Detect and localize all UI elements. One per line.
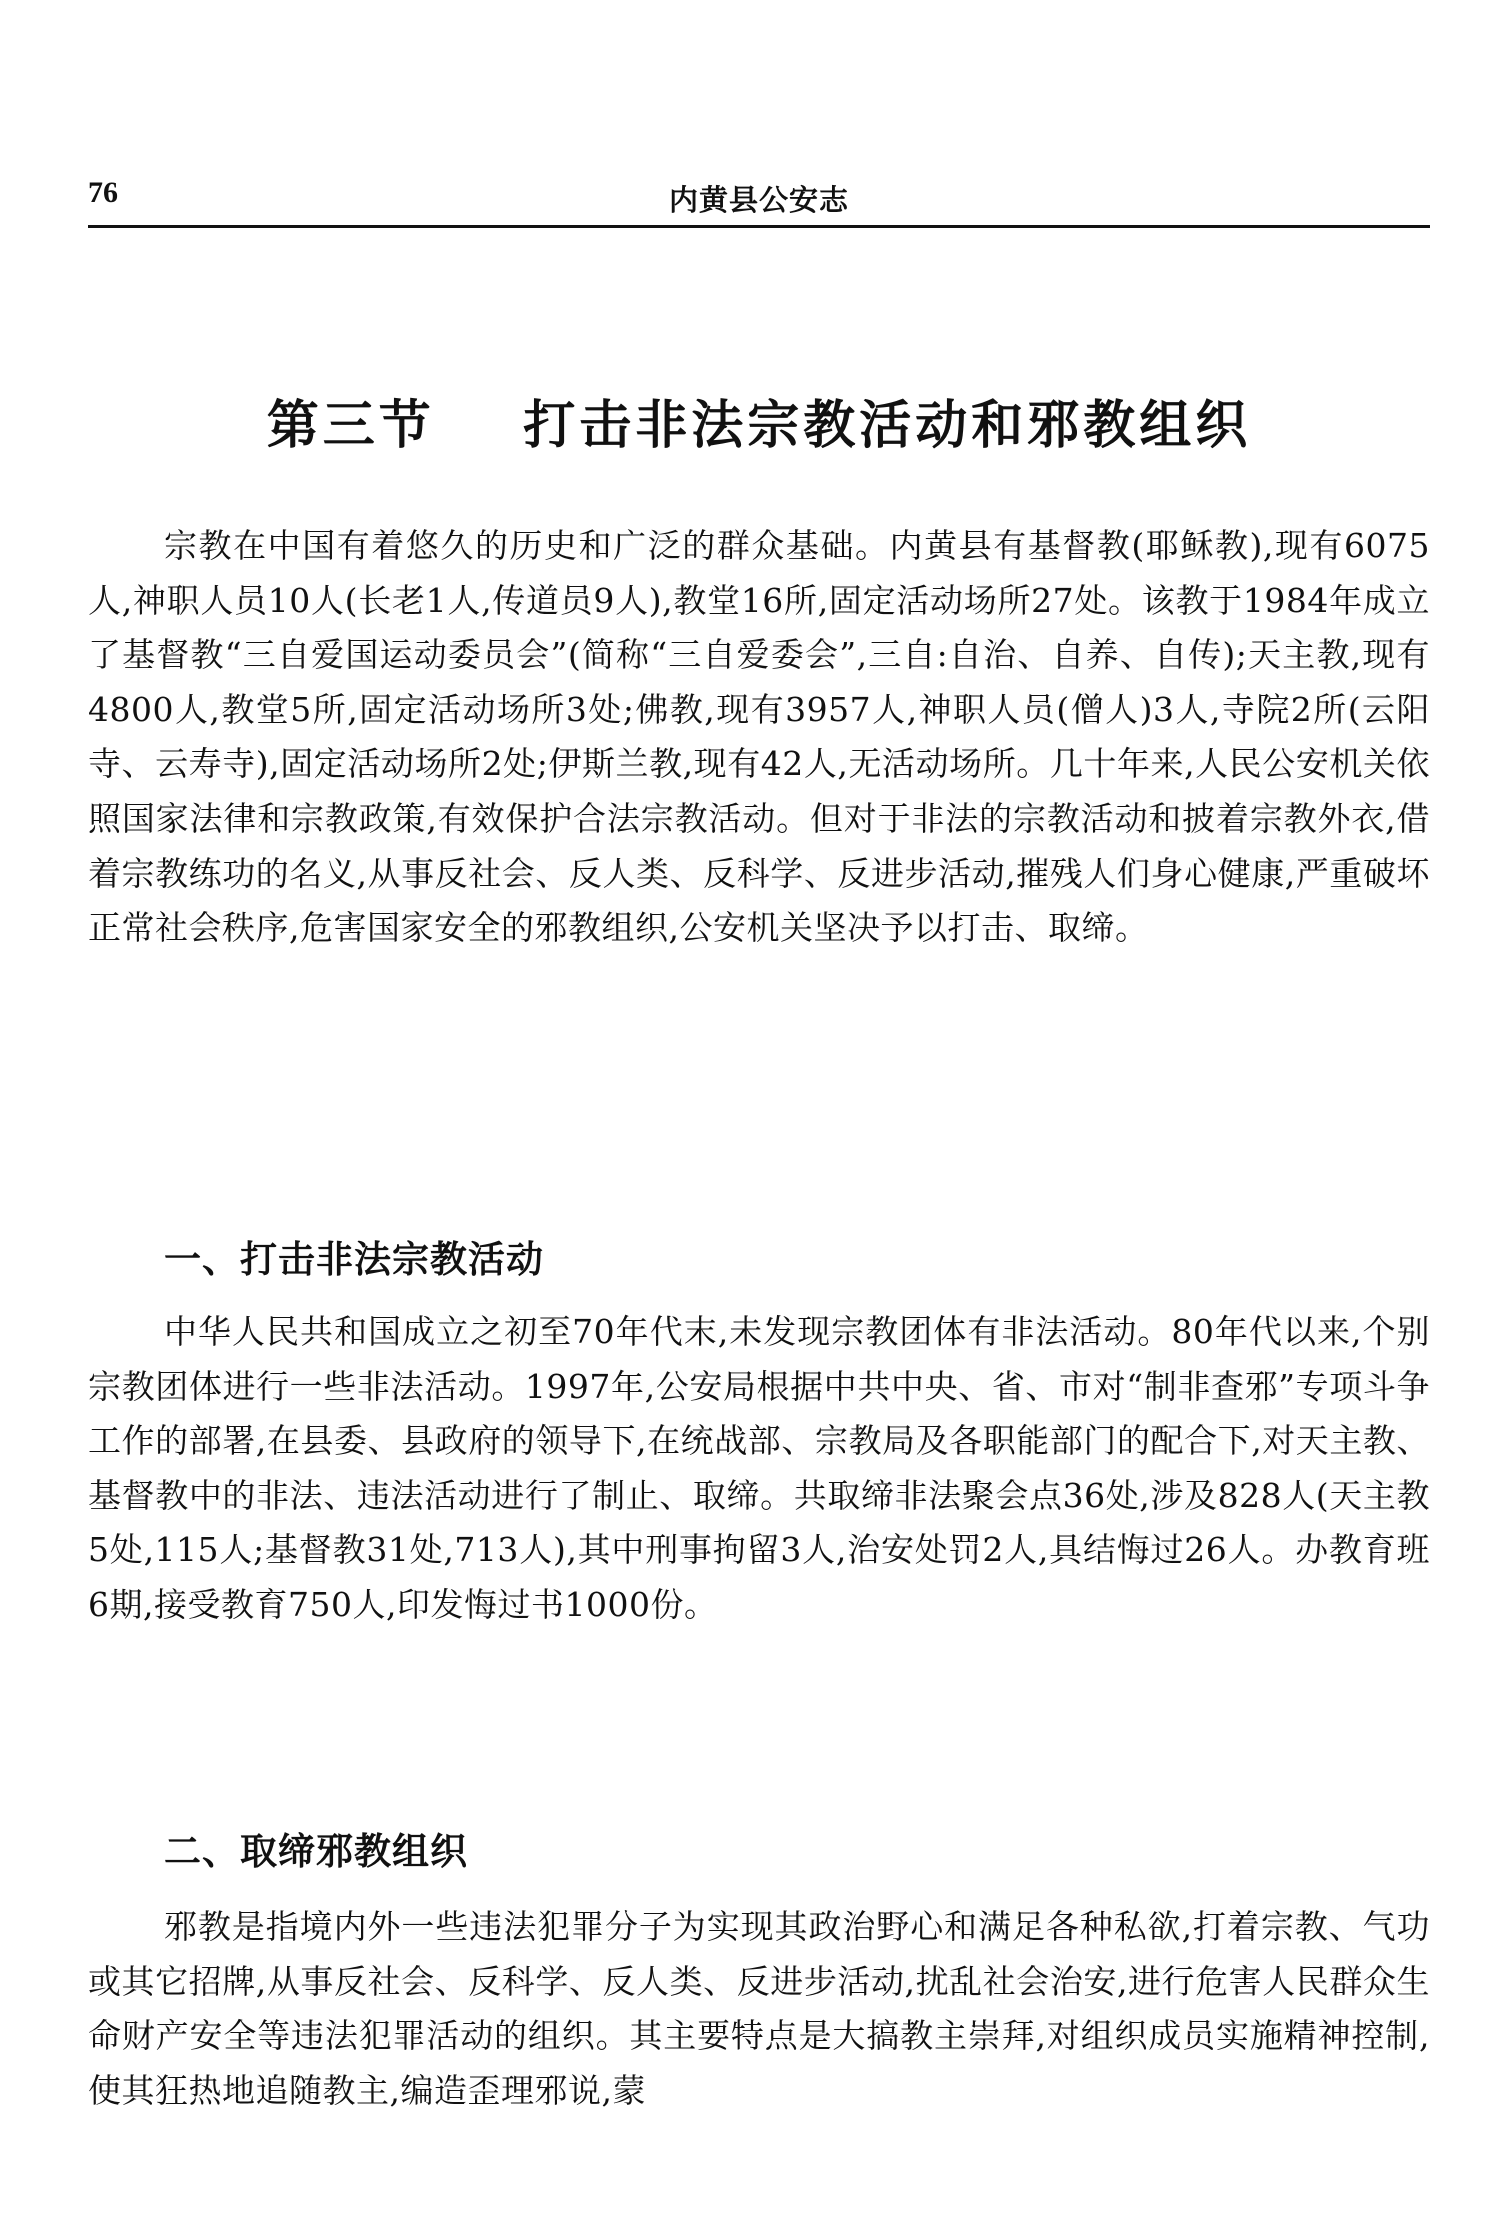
subsection-2-paragraph: 邪教是指境内外一些违法犯罪分子为实现其政治野心和满足各种私欲,打着宗教、气功或其它招牌,从事反社会、反科学、反人类、反进步活动,扰乱社会治安,进行危害人民群众生命财产安全等违法犯罪活动的组织。其主要特点是大搞教主崇拜,对组织成员实施精神控制,使其狂热地追随教主,编造歪理邪说,蒙 (88, 1907, 1430, 2110)
page-number: 76 (88, 176, 118, 209)
intro-paragraph: 宗教在中国有着悠久的历史和广泛的群众基础。内黄县有基督教(耶稣教),现有6075人,神职人员10人(长老1人,传道员9人),教堂16所,固定活动场所27处。该教于1984年成立了基督教“三自爱国运动委员会”(简称“三自爱委会”,三自:自治、自养、自传);天主教,现有4800人,教堂5所,固定活动场所3处;佛教,现有3957人,神职人员(僧人)3人,寺院2所(云阳寺、云寿寺),固定活动场所2处;伊斯兰教,现有42人,无活动场所。几十年来,人民公安机关依照国家法律和宗教政策,有效保护合法宗教活动。但对于非法的宗教活动和披着宗教外衣,借着宗教练功的名义,从事反社会、反人类、反科学、反进步活动,摧残人们身心健康,严重破坏正常社会秩序,危害国家安全的邪教组织,公安机关坚决予以打击、取缔。 (88, 526, 1430, 948)
header-rule (88, 225, 1430, 228)
running-title: 内黄县公安志 (668, 183, 849, 217)
page-header (88, 168, 1430, 220)
subsection-heading-2: 二、取缔邪教组织 (164, 1829, 468, 1873)
section-title: 第三节 打击非法宗教活动和邪教组织 (266, 395, 1252, 456)
subsection-1-paragraph: 中华人民共和国成立之初至70年代末,未发现宗教团体有非法活动。80年代以来,个别宗教团体进行一些非法活动。1997年,公安局根据中共中央、省、市对“制非查邪”专项斗争工作的部署,在县委、县政府的领导下,在统战部、宗教局及各职能部门的配合下,对天主教、基督教中的非法、违法活动进行了制止、取缔。共取缔非法聚会点36处,涉及828人(天主教5处,115人;基督教31处,713人),其中刑事拘留3人,治安处罚2人,具结悔过26人。办教育班6期,接受教育750人,印发悔过书1000份。 (88, 1312, 1430, 1624)
subsection-heading-1: 一、打击非法宗教活动 (164, 1237, 544, 1281)
